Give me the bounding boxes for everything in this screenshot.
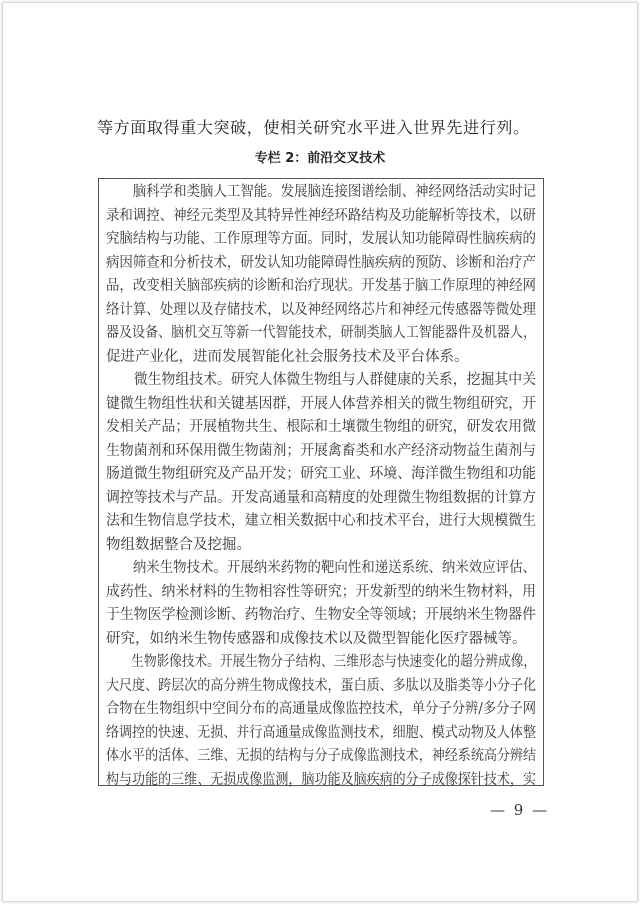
text-line: 体水平的活体、三维、无损的结构与分子成像监测技术，神经系统高分辨结 xyxy=(106,748,536,764)
text-line: 生物菌剂和环保用微生物菌剂；开展禽畜类和水产经济动物益生菌剂与 xyxy=(106,442,536,459)
text-line: 品，改变相关脑部疾病的诊断和治疗现状。开发基于脑工作原理的神经网 xyxy=(106,278,536,294)
text-line: 生物影像技术。开展生物分子结构、三维形态与快速变化的超分辨成像， xyxy=(131,654,536,670)
lead-paragraph: 等方面取得重大突破，使相关研究水平进入世界先进行列。 xyxy=(97,118,529,137)
text-line: 物组数据整合及挖掘。 xyxy=(106,536,251,553)
box-paragraph xyxy=(106,181,536,369)
box-paragraph xyxy=(106,369,536,557)
text-line: 键微生物组性状和关键基因群，开展人体营养相关的微生物组研究，开 xyxy=(106,395,536,412)
text-line: 合物在生物组织中空间分布的高通量成像监控技术，单分子分辨/多分子网 xyxy=(106,701,537,717)
text-line: 究脑结构与功能、工作原理等方面。同时，发展认知功能障碍性脑疾病的 xyxy=(106,231,536,247)
text-line: 脑科学和类脑人工智能。发展脑连接图谱绘制、神经网络活动实时记 xyxy=(132,184,536,200)
box-title: 专栏 2：前沿交叉技术 xyxy=(254,151,386,166)
text-line: 研究，如纳米生物传感器和成像技术以及微型智能化医疗器械等。 xyxy=(106,630,527,647)
text-line: 大尺度、跨层次的高分辨生物成像技术，蛋白质、多肽以及脂类等小分子化 xyxy=(106,677,536,694)
text-line: 络调控的快速、无损、并行高通量成像监测技术，细胞、模式动物及人体整 xyxy=(106,724,536,741)
text-line: 录和调控、神经元类型及其特异性神经环路结构及功能解析等技术，以研 xyxy=(106,207,536,224)
box-paragraph xyxy=(106,651,536,792)
text-line: 病因筛查和分析技术，研发认知功能障碍性脑疾病的预防、诊断和治疗产 xyxy=(106,254,536,271)
text-line: 器及设备、脑机交互等新一代智能技术，研制类脑人工智能器件及机器人， xyxy=(106,325,536,341)
text-line: 发相关产品；开展植物共生、根际和土壤微生物组的研究，研发农用微 xyxy=(106,419,536,435)
box-paragraph xyxy=(106,557,536,651)
text-line: 微生物组技术。研究人体微生物组与人群健康的关系，挖掘其中关 xyxy=(133,372,536,388)
text-line: 络计算、处理以及存储技术，以及神经网络芯片和神经元传感器等微处理 xyxy=(106,301,536,318)
sidebar-box-content xyxy=(106,181,536,792)
text-line: 肠道微生物组研究及产品开发；研究工业、环境、海洋微生物组和功能 xyxy=(106,466,536,482)
page-number: — 9 — xyxy=(490,801,550,819)
text-line: 促进产业化，进而发展智能化社会服务技术及平台体系。 xyxy=(106,348,469,365)
text-line: 调控等技术与产品。开发高通量和高精度的处理微生物组数据的计算方 xyxy=(106,489,536,506)
text-line: 构与功能的三维、无损成像监测，脑功能及脑疾病的分子成像探针技术，实 xyxy=(106,771,536,788)
text-line: 纳米生物技术。开展纳米药物的靶向性和递送系统、纳米效应评估、 xyxy=(132,560,536,576)
text-line: 法和生物信息学技术，建立相关数据中心和技术平台，进行大规模微生 xyxy=(106,513,536,529)
text-line: 成药性、纳米材料的生物相容性等研究；开发新型的纳米生物材料，用 xyxy=(106,583,536,600)
text-line: 于生物医学检测诊断、药物治疗、生物安全等领域；开展纳米生物器件 xyxy=(106,607,536,623)
